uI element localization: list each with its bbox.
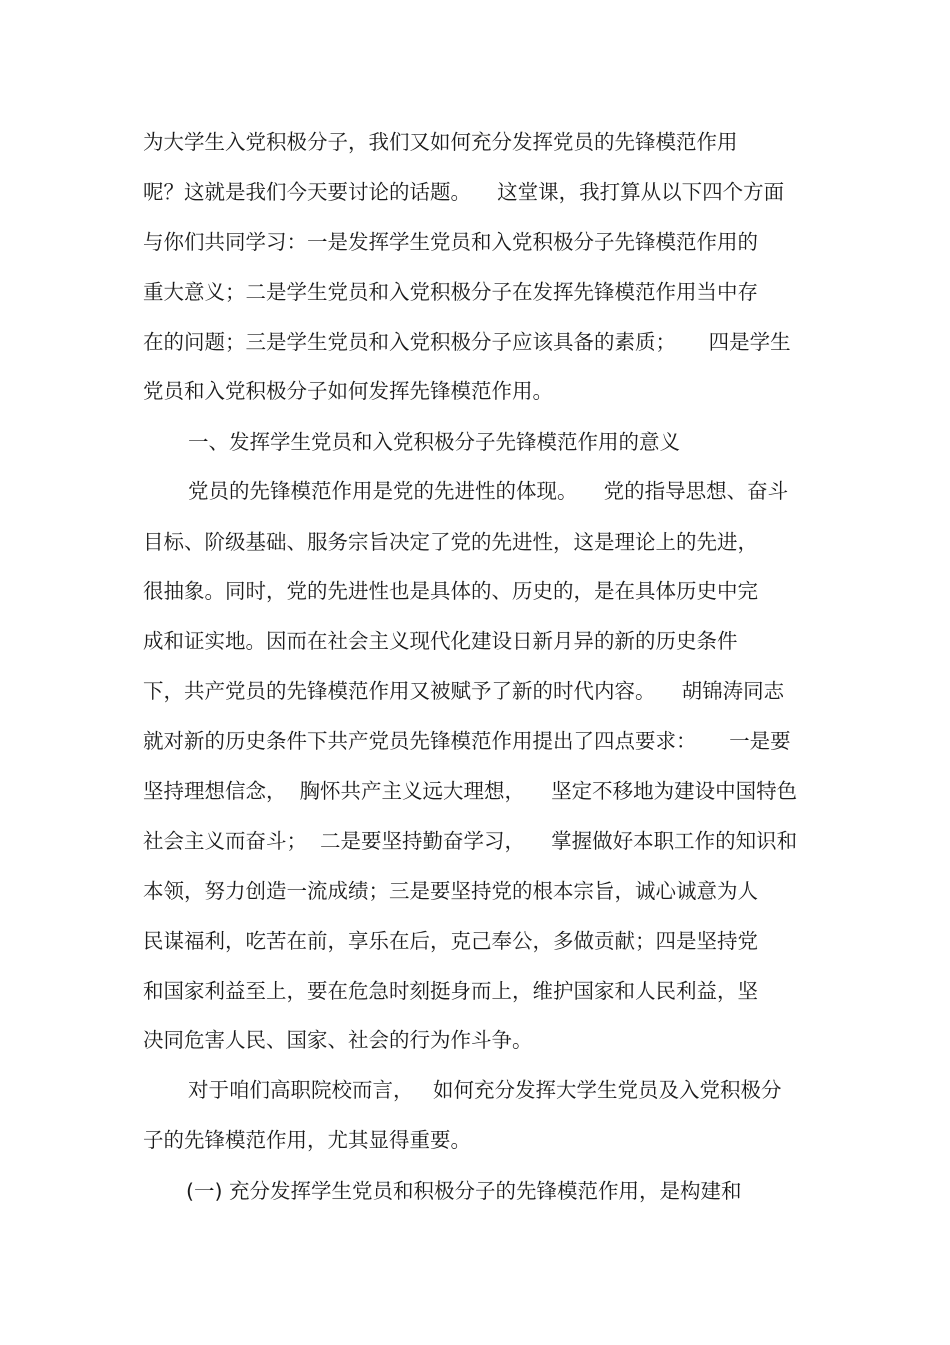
paragraph-line: 下，共产党员的先锋模范作用又被赋予了新的时代内容。 胡锦涛同志 — [143, 679, 785, 703]
paragraph-line: 与你们共同学习：一是发挥学生党员和入党积极分子先锋模范作用的 — [143, 230, 758, 254]
paragraph-line: 目标、阶级基础、服务宗旨决定了党的先进性，这是理论上的先进， — [143, 530, 758, 554]
paragraph-line: 在的问题；三是学生党员和入党积极分子应该具备的素质； 四是学生 — [143, 330, 791, 354]
paragraph-line: 本领，努力创造一流成绩；三是要坚持党的根本宗旨，诚心诚意为人 — [143, 879, 758, 903]
paragraph-line: 呢？这就是我们今天要讨论的话题。 这堂课，我打算从以下四个方面 — [143, 180, 785, 204]
paragraph-line: 就对新的历史条件下共产党员先锋模范作用提出了四点要求： 一是要 — [143, 729, 791, 753]
paragraph-line: 社会主义而奋斗； 二是要坚持勤奋学习， 掌握做好本职工作的知识和 — [143, 829, 798, 853]
paragraph-line: 子的先锋模范作用，尤其显得重要。 — [143, 1128, 471, 1152]
paragraph-line: 党员的先锋模范作用是党的先进性的体现。 党的指导思想、奋斗 — [188, 479, 789, 503]
paragraph-line: 党员和入党积极分子如何发挥先锋模范作用。 — [143, 379, 553, 403]
paragraph-line: 和国家利益至上，要在危急时刻挺身而上，维护国家和人民利益，坚 — [143, 979, 758, 1003]
paragraph-line: 重大意义；二是学生党员和入党积极分子在发挥先锋模范作用当中存 — [143, 280, 758, 304]
paragraph-line: 对于咱们高职院校而言， 如何充分发挥大学生党员及入党积极分 — [188, 1078, 782, 1102]
paragraph-line: 决同危害人民、国家、社会的行为作斗争。 — [143, 1028, 533, 1052]
paragraph-line: 成和证实地。因而在社会主义现代化建设日新月异的新的历史条件 — [143, 629, 738, 653]
paragraph-line: 坚持理想信念， 胸怀共产主义远大理想， 坚定不移地为建设中国特色 — [143, 779, 798, 803]
subsection-heading: (一) 充分发挥学生党员和积极分子的先锋模范作用，是构建和 — [186, 1179, 742, 1203]
paragraph-line: 为大学生入党积极分子，我们又如何充分发挥党员的先锋模范作用 — [143, 130, 738, 154]
section-heading: 一、发挥学生党员和入党积极分子先锋模范作用的意义 — [188, 430, 680, 454]
paragraph-line: 民谋福利，吃苦在前，享乐在后，克己奉公，多做贡献；四是坚持党 — [143, 929, 758, 953]
paragraph-line: 很抽象。同时，党的先进性也是具体的、历史的，是在具体历史中完 — [143, 579, 758, 603]
